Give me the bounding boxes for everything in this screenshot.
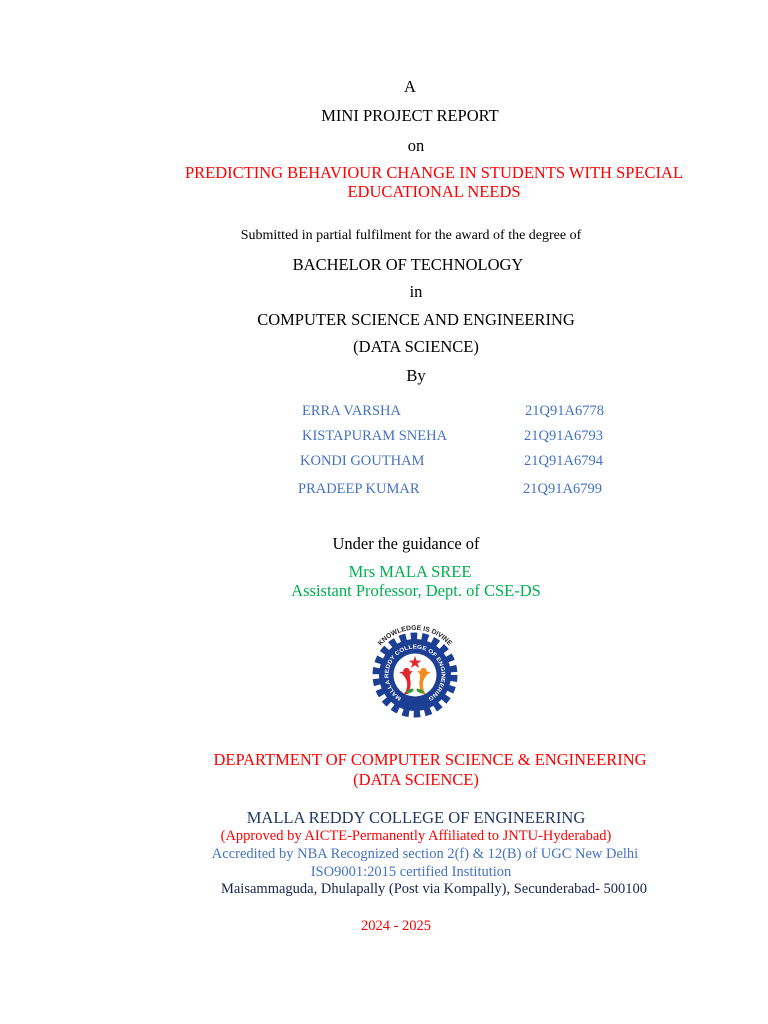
report-type: MINI PROJECT REPORT xyxy=(321,106,499,125)
cover-article: A xyxy=(404,77,416,96)
student-roll-number: 21Q91A6778 xyxy=(525,403,604,419)
college-name: MALLA REDDY COLLEGE OF ENGINEERING xyxy=(246,808,586,827)
logo-motto-text: KNOWLEDGE IS DIVINE xyxy=(377,624,454,648)
department-name: DEPARTMENT OF COMPUTER SCIENCE & ENGINEERING xyxy=(213,750,647,769)
academic-year: 2024 - 2025 xyxy=(360,918,432,934)
branch-name: COMPUTER SCIENCE AND ENGINEERING xyxy=(257,310,575,329)
student-name: PRADEEP KUMAR xyxy=(298,481,420,497)
student-name: KONDI GOUTHAM xyxy=(300,453,425,469)
college-accreditation: Accredited by NBA Recognized section 2(f) & 12(B) of UGC New Delhi xyxy=(211,846,639,862)
submitted-statement: Submitted in partial fulfilment for the award of the degree of xyxy=(240,228,582,243)
student-name: KISTAPURAM SNEHA xyxy=(302,428,448,444)
college-iso-certification: ISO9001:2015 certified Institution xyxy=(310,864,512,880)
by-word: By xyxy=(406,366,426,385)
student-roll-number: 21Q91A6794 xyxy=(524,453,603,469)
college-logo xyxy=(355,612,475,722)
college-approval: (Approved by AICTE-Permanently Affiliated to JNTU-Hyderabad) xyxy=(220,828,612,844)
department-specialization: (DATA SCIENCE) xyxy=(353,770,479,789)
student-name: ERRA VARSHA xyxy=(302,403,401,419)
student-roll-number: 21Q91A6799 xyxy=(523,481,602,497)
on-word: on xyxy=(407,136,425,155)
student-roll-number: 21Q91A6793 xyxy=(524,428,603,444)
branch-specialization: (DATA SCIENCE) xyxy=(353,337,479,356)
project-title-line-1: PREDICTING BEHAVIOUR CHANGE IN STUDENTS WITH SPECIAL xyxy=(184,163,684,182)
project-title-line-2: EDUCATIONAL NEEDS xyxy=(347,182,521,201)
guidance-label: Under the guidance of xyxy=(332,534,480,553)
degree-name: BACHELOR OF TECHNOLOGY xyxy=(292,255,524,274)
in-word: in xyxy=(409,282,423,301)
logo-ring-text: MALLA REDDY COLLEGE OF ENGINEERING xyxy=(384,644,446,702)
college-address: Maisammaguda, Dhulapally (Post via Kompally), Secunderabad- 500100 xyxy=(220,881,648,897)
guide-designation: Assistant Professor, Dept. of CSE-DS xyxy=(291,581,541,600)
guide-name: Mrs MALA SREE xyxy=(348,562,472,581)
